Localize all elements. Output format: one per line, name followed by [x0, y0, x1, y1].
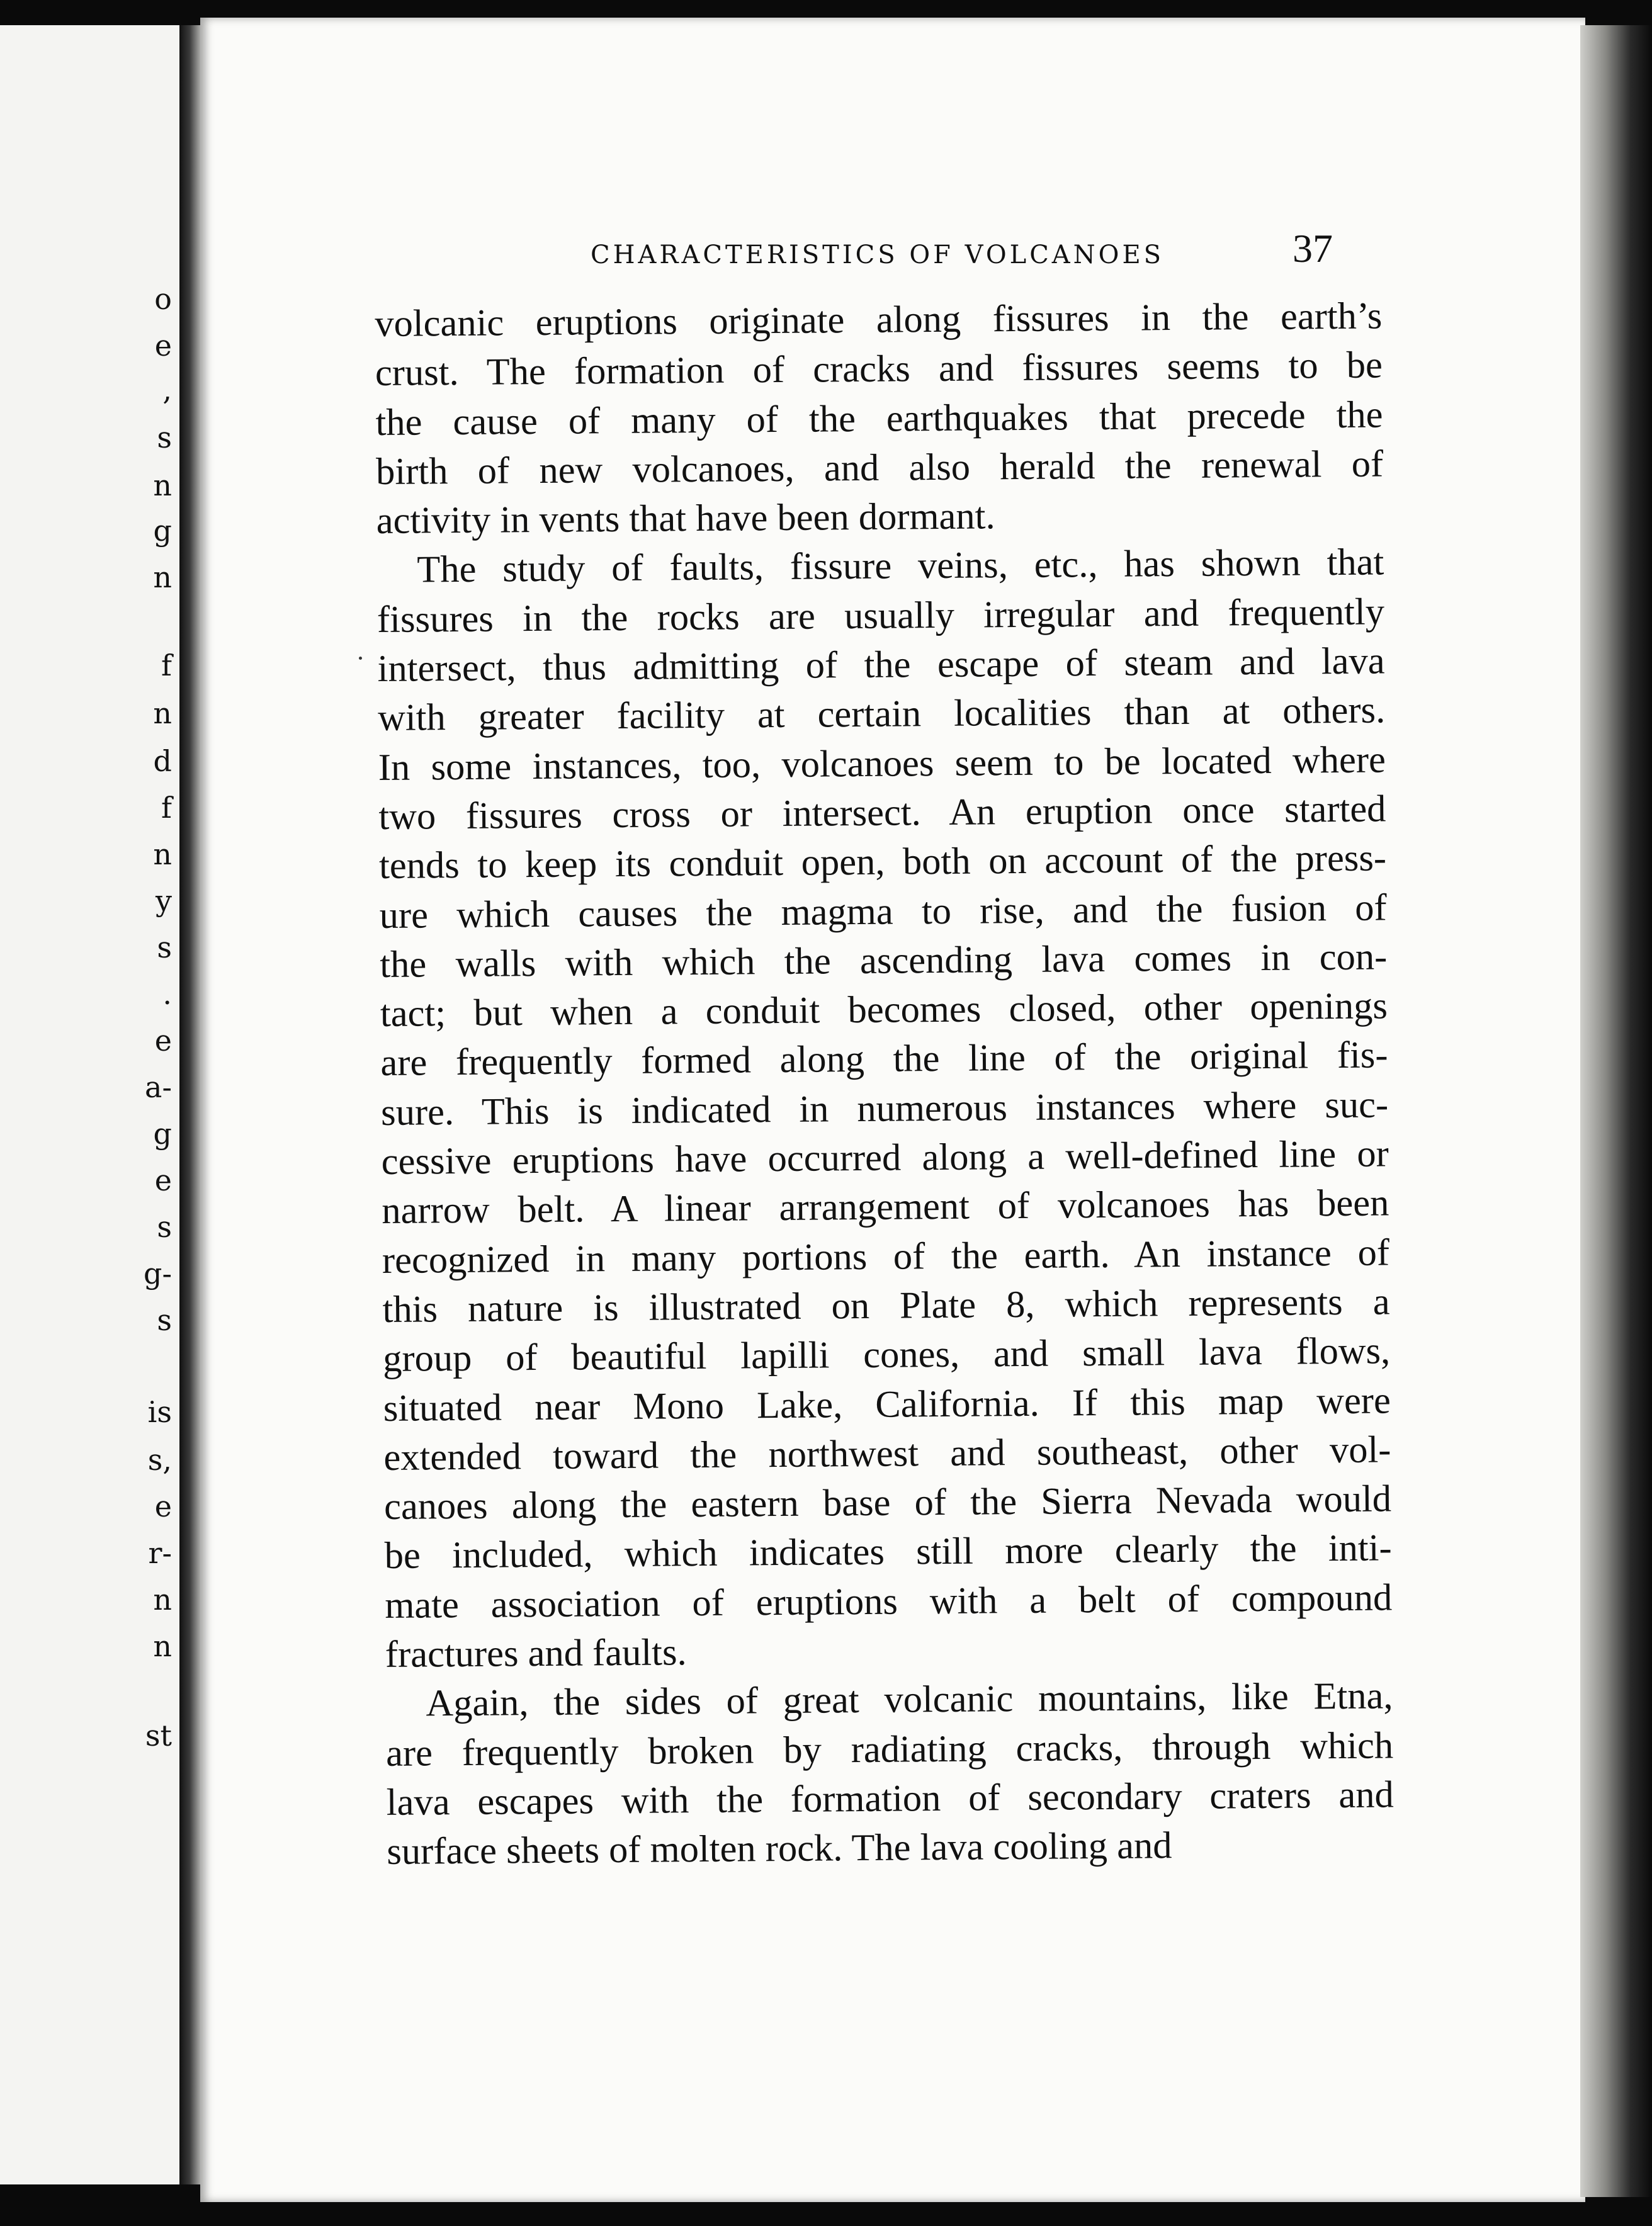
paragraph — [375, 291, 1384, 546]
text-line: narrow belt. A linear arrangement of volcanoes has been — [382, 1182, 1389, 1233]
facing-page-fragment: e — [154, 1489, 172, 1523]
facing-page-fragment: g — [153, 1117, 172, 1151]
text-line: situated near Mono Lake, California. If this map were — [383, 1379, 1391, 1430]
paragraph — [385, 1672, 1394, 1877]
facing-page-fragment: s — [157, 421, 172, 455]
facing-page-fragment: s, — [147, 1443, 172, 1477]
facing-page-fragment: a- — [145, 1070, 172, 1104]
text-line: the cause of many of the earthquakes that precede the — [375, 393, 1383, 444]
facing-page-fragment: e — [154, 329, 172, 363]
text-line: ure which causes the magma to rise, and the fusion of — [379, 886, 1387, 937]
facing-page-fragment: st — [145, 1719, 172, 1753]
facing-page-fragment: f — [161, 648, 172, 682]
book-page — [200, 18, 1585, 2202]
facing-page-fragment: is — [147, 1395, 172, 1429]
facing-page-fragment: d — [153, 744, 172, 778]
text-line: extended toward the northwest and southeast, other vol- — [383, 1428, 1391, 1479]
text-line: are frequently formed along the line of the original fis- — [380, 1034, 1388, 1085]
facing-page-fragment: s — [157, 930, 172, 964]
text-line: recognized in many portions of the earth. An instance of — [382, 1231, 1390, 1282]
facing-page-fragment: y — [156, 884, 172, 918]
running-head: CHARACTERISTICS OF VOLCANOES — [591, 240, 1165, 269]
text-line: surface sheets of molten rock. The lava cooling and — [387, 1824, 1172, 1873]
page-stack-edge — [1580, 25, 1652, 2197]
text-line: volcanic eruptions originate along fissures in the earth’s — [375, 295, 1383, 345]
text-line: cessive eruptions have occurred along a well-defined line or — [381, 1133, 1389, 1184]
text-line: the walls with which the ascending lava comes in con- — [380, 935, 1388, 986]
text-line: intersect, thus admitting of the escape of steam and lava — [377, 640, 1385, 691]
text-line: be included, which indicates still more clearly the inti- — [384, 1527, 1392, 1578]
facing-page-fragment: n — [153, 837, 172, 871]
text-line: group of beautiful lapilli cones, and small lava flows, — [382, 1330, 1391, 1381]
text-line: this nature is illustrated on Plate 8, which represents a — [382, 1280, 1390, 1331]
facing-page-fragment: o — [154, 282, 172, 316]
facing-page-fragment: f — [161, 791, 172, 825]
facing-page-fragment: n — [153, 468, 172, 502]
facing-page-fragment: , — [162, 373, 172, 407]
facing-page-fragment: n — [153, 1583, 172, 1617]
body-text — [375, 291, 1395, 1877]
text-line: crust. The formation of cracks and fissures seems to be — [375, 344, 1383, 395]
facing-page-fragment: g — [153, 514, 172, 548]
facing-page-fragment: r- — [148, 1536, 172, 1570]
text-line: tact; but when a conduit becomes closed, other openings — [380, 985, 1388, 1036]
text-line: tends to keep its conduit open, both on account of the press- — [378, 837, 1387, 888]
facing-page-fragment: e — [154, 1163, 172, 1197]
page-number: 37 — [1293, 226, 1333, 271]
text-line: canoes along the eastern base of the Sierra Nevada would — [383, 1477, 1392, 1528]
text-line: mate association of eruptions with a belt of compound — [385, 1576, 1393, 1627]
facing-page-fragment: g- — [144, 1257, 172, 1291]
text-line: sure. This is indicated in numerous instances where suc- — [380, 1083, 1389, 1134]
text-line: fractures and faults. — [385, 1631, 687, 1676]
text-line: In some instances, too, volcanoes seem to be located where — [378, 738, 1386, 789]
facing-page-fragment: s — [157, 1210, 172, 1244]
text-line: two fissures cross or intersect. An eruption once started — [378, 788, 1386, 838]
facing-page-sliver — [0, 25, 183, 2184]
text-line: fissures in the rocks are usually irregular and frequently — [376, 590, 1385, 641]
text-line: The study of faults, fissure veins, etc., has shown that — [417, 541, 1384, 591]
facing-page-fragment: e — [154, 1024, 172, 1058]
facing-page-fragment: n — [153, 1629, 172, 1663]
text-line: are frequently broken by radiating cracks, through which — [385, 1724, 1394, 1775]
page-header — [200, 219, 1585, 276]
text-line: activity in vents that have been dormant. — [376, 495, 995, 543]
text-line: with greater facility at certain localities than at others. — [377, 689, 1386, 740]
text-line: Again, the sides of great volcanic mountains, like Etna, — [426, 1675, 1393, 1725]
scan-speck — [359, 657, 362, 660]
text-line: lava escapes with the formation of secondary craters and — [386, 1773, 1394, 1824]
facing-page-fragment: . — [162, 977, 172, 1011]
text-line: birth of new volcanoes, and also herald the renewal of — [375, 443, 1384, 493]
facing-page-fragment: s — [157, 1303, 172, 1337]
paragraph — [376, 538, 1393, 1680]
facing-page-fragment: n — [153, 696, 172, 730]
facing-page-fragment: n — [153, 560, 172, 594]
